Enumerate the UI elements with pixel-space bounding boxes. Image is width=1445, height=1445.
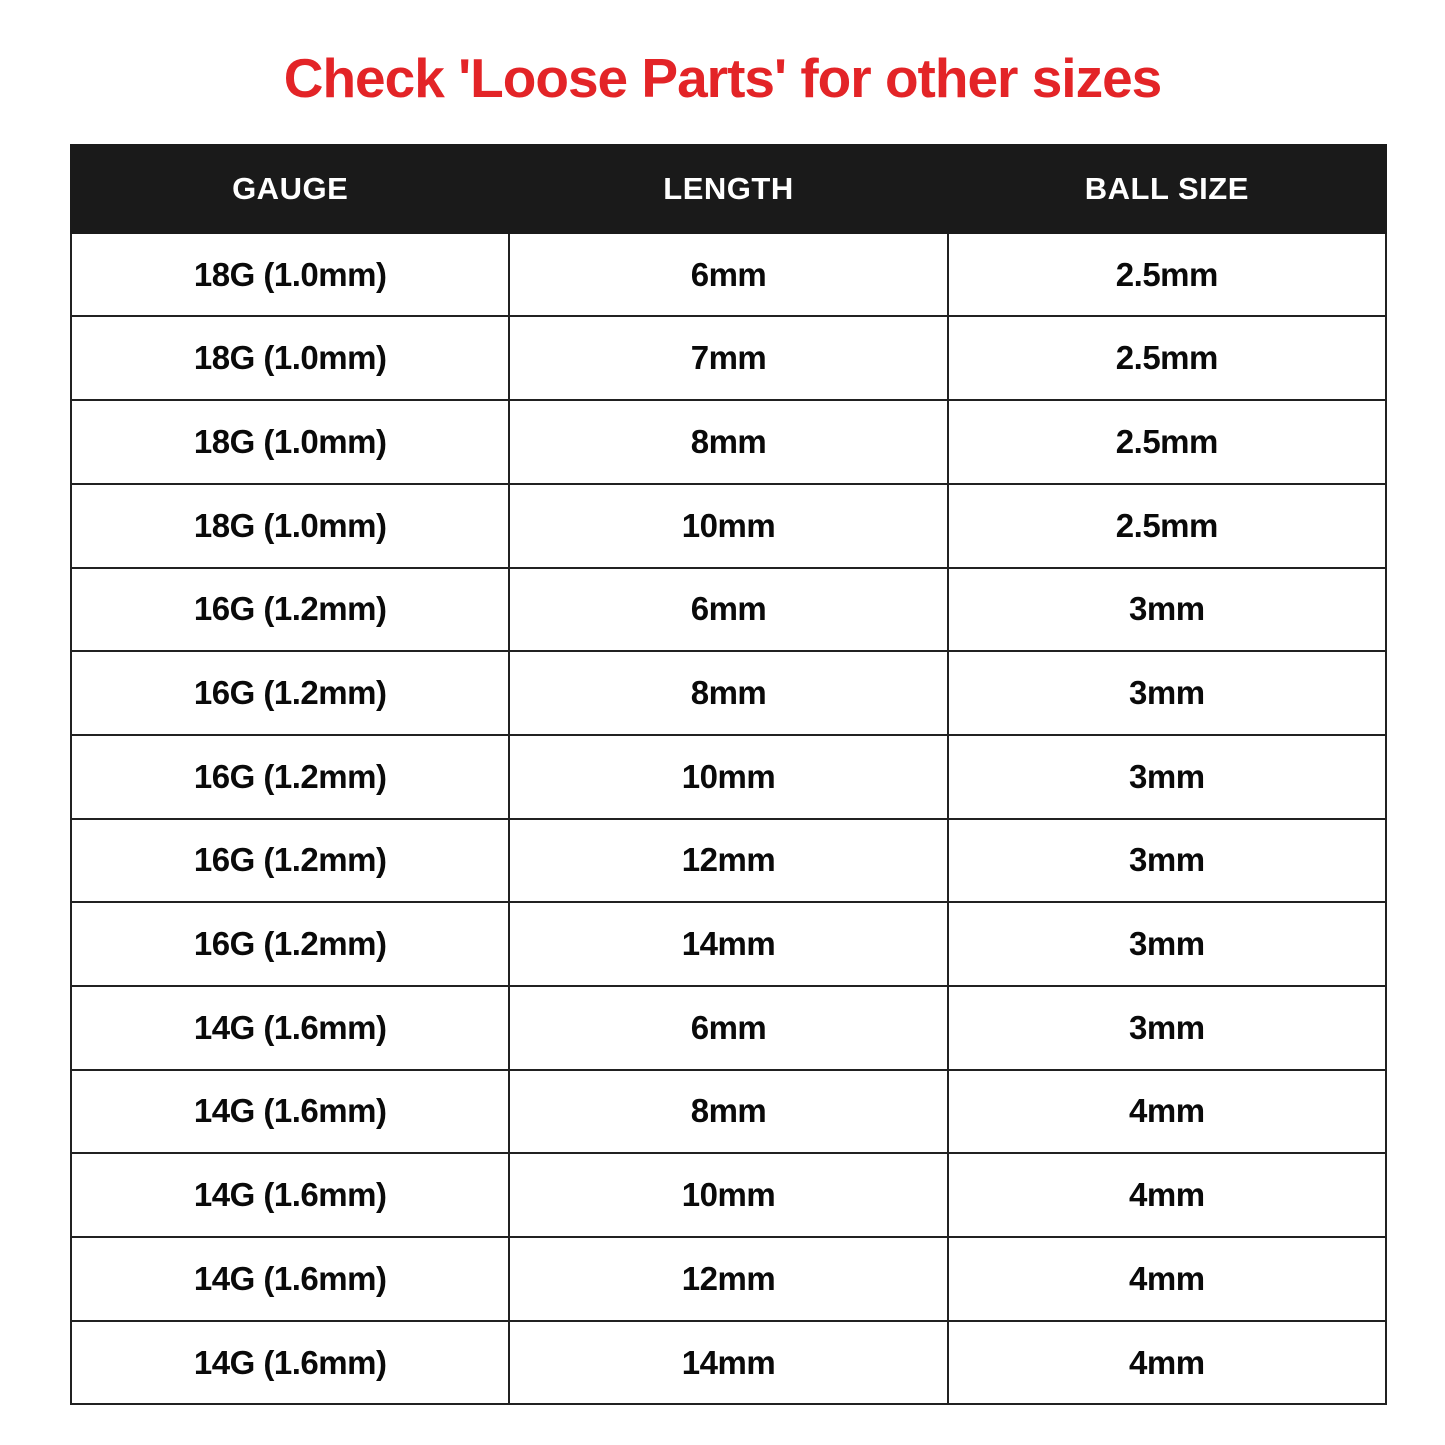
gauge-cell: 14G (1.6mm) xyxy=(71,1237,509,1321)
length-cell: 10mm xyxy=(509,1153,947,1237)
gauge-cell: 18G (1.0mm) xyxy=(71,400,509,484)
column-header-gauge: GAUGE xyxy=(71,145,509,233)
table-row xyxy=(71,316,1386,400)
length-cell: 8mm xyxy=(509,651,947,735)
table-row xyxy=(71,233,1386,317)
page-title: Check 'Loose Parts' for other sizes xyxy=(283,47,1162,109)
gauge-cell: 18G (1.0mm) xyxy=(71,316,509,400)
gauge-cell: 14G (1.6mm) xyxy=(71,1153,509,1237)
gauge-cell: 16G (1.2mm) xyxy=(71,902,509,986)
length-cell: 8mm xyxy=(509,1070,947,1154)
table-row xyxy=(71,400,1386,484)
ball-size-cell: 3mm xyxy=(948,651,1386,735)
ball-size-cell: 3mm xyxy=(948,568,1386,652)
length-cell: 6mm xyxy=(509,986,947,1070)
size-table-body xyxy=(71,233,1386,1405)
ball-size-cell: 2.5mm xyxy=(948,316,1386,400)
ball-size-cell: 2.5mm xyxy=(948,400,1386,484)
table-row xyxy=(71,986,1386,1070)
length-cell: 6mm xyxy=(509,233,947,317)
gauge-cell: 18G (1.0mm) xyxy=(71,484,509,568)
length-cell: 14mm xyxy=(509,1321,947,1405)
table-row xyxy=(71,1237,1386,1321)
length-cell: 12mm xyxy=(509,819,947,903)
size-table-header xyxy=(71,145,1386,233)
ball-size-cell: 2.5mm xyxy=(948,484,1386,568)
table-row xyxy=(71,902,1386,986)
length-cell: 14mm xyxy=(509,902,947,986)
column-header-length: LENGTH xyxy=(509,145,947,233)
gauge-cell: 14G (1.6mm) xyxy=(71,1321,509,1405)
length-cell: 10mm xyxy=(509,484,947,568)
length-cell: 8mm xyxy=(509,400,947,484)
column-header-ball-size: BALL SIZE xyxy=(948,145,1386,233)
table-row xyxy=(71,735,1386,819)
ball-size-cell: 4mm xyxy=(948,1153,1386,1237)
table-row xyxy=(71,568,1386,652)
gauge-cell: 16G (1.2mm) xyxy=(71,735,509,819)
gauge-cell: 14G (1.6mm) xyxy=(71,986,509,1070)
ball-size-cell: 3mm xyxy=(948,819,1386,903)
length-cell: 12mm xyxy=(509,1237,947,1321)
table-row xyxy=(71,651,1386,735)
header-row xyxy=(71,145,1386,233)
ball-size-cell: 4mm xyxy=(948,1070,1386,1154)
gauge-cell: 18G (1.0mm) xyxy=(71,233,509,317)
table-row xyxy=(71,1153,1386,1237)
length-cell: 10mm xyxy=(509,735,947,819)
length-cell: 7mm xyxy=(509,316,947,400)
size-table xyxy=(70,144,1387,1406)
gauge-cell: 14G (1.6mm) xyxy=(71,1070,509,1154)
gauge-cell: 16G (1.2mm) xyxy=(71,819,509,903)
table-row xyxy=(71,1070,1386,1154)
ball-size-cell: 4mm xyxy=(948,1237,1386,1321)
ball-size-cell: 4mm xyxy=(948,1321,1386,1405)
ball-size-cell: 3mm xyxy=(948,902,1386,986)
table-row xyxy=(71,1321,1386,1405)
ball-size-cell: 2.5mm xyxy=(948,233,1386,317)
table-row xyxy=(71,484,1386,568)
length-cell: 6mm xyxy=(509,568,947,652)
ball-size-cell: 3mm xyxy=(948,735,1386,819)
gauge-cell: 16G (1.2mm) xyxy=(71,651,509,735)
ball-size-cell: 3mm xyxy=(948,986,1386,1070)
gauge-cell: 16G (1.2mm) xyxy=(71,568,509,652)
table-row xyxy=(71,819,1386,903)
